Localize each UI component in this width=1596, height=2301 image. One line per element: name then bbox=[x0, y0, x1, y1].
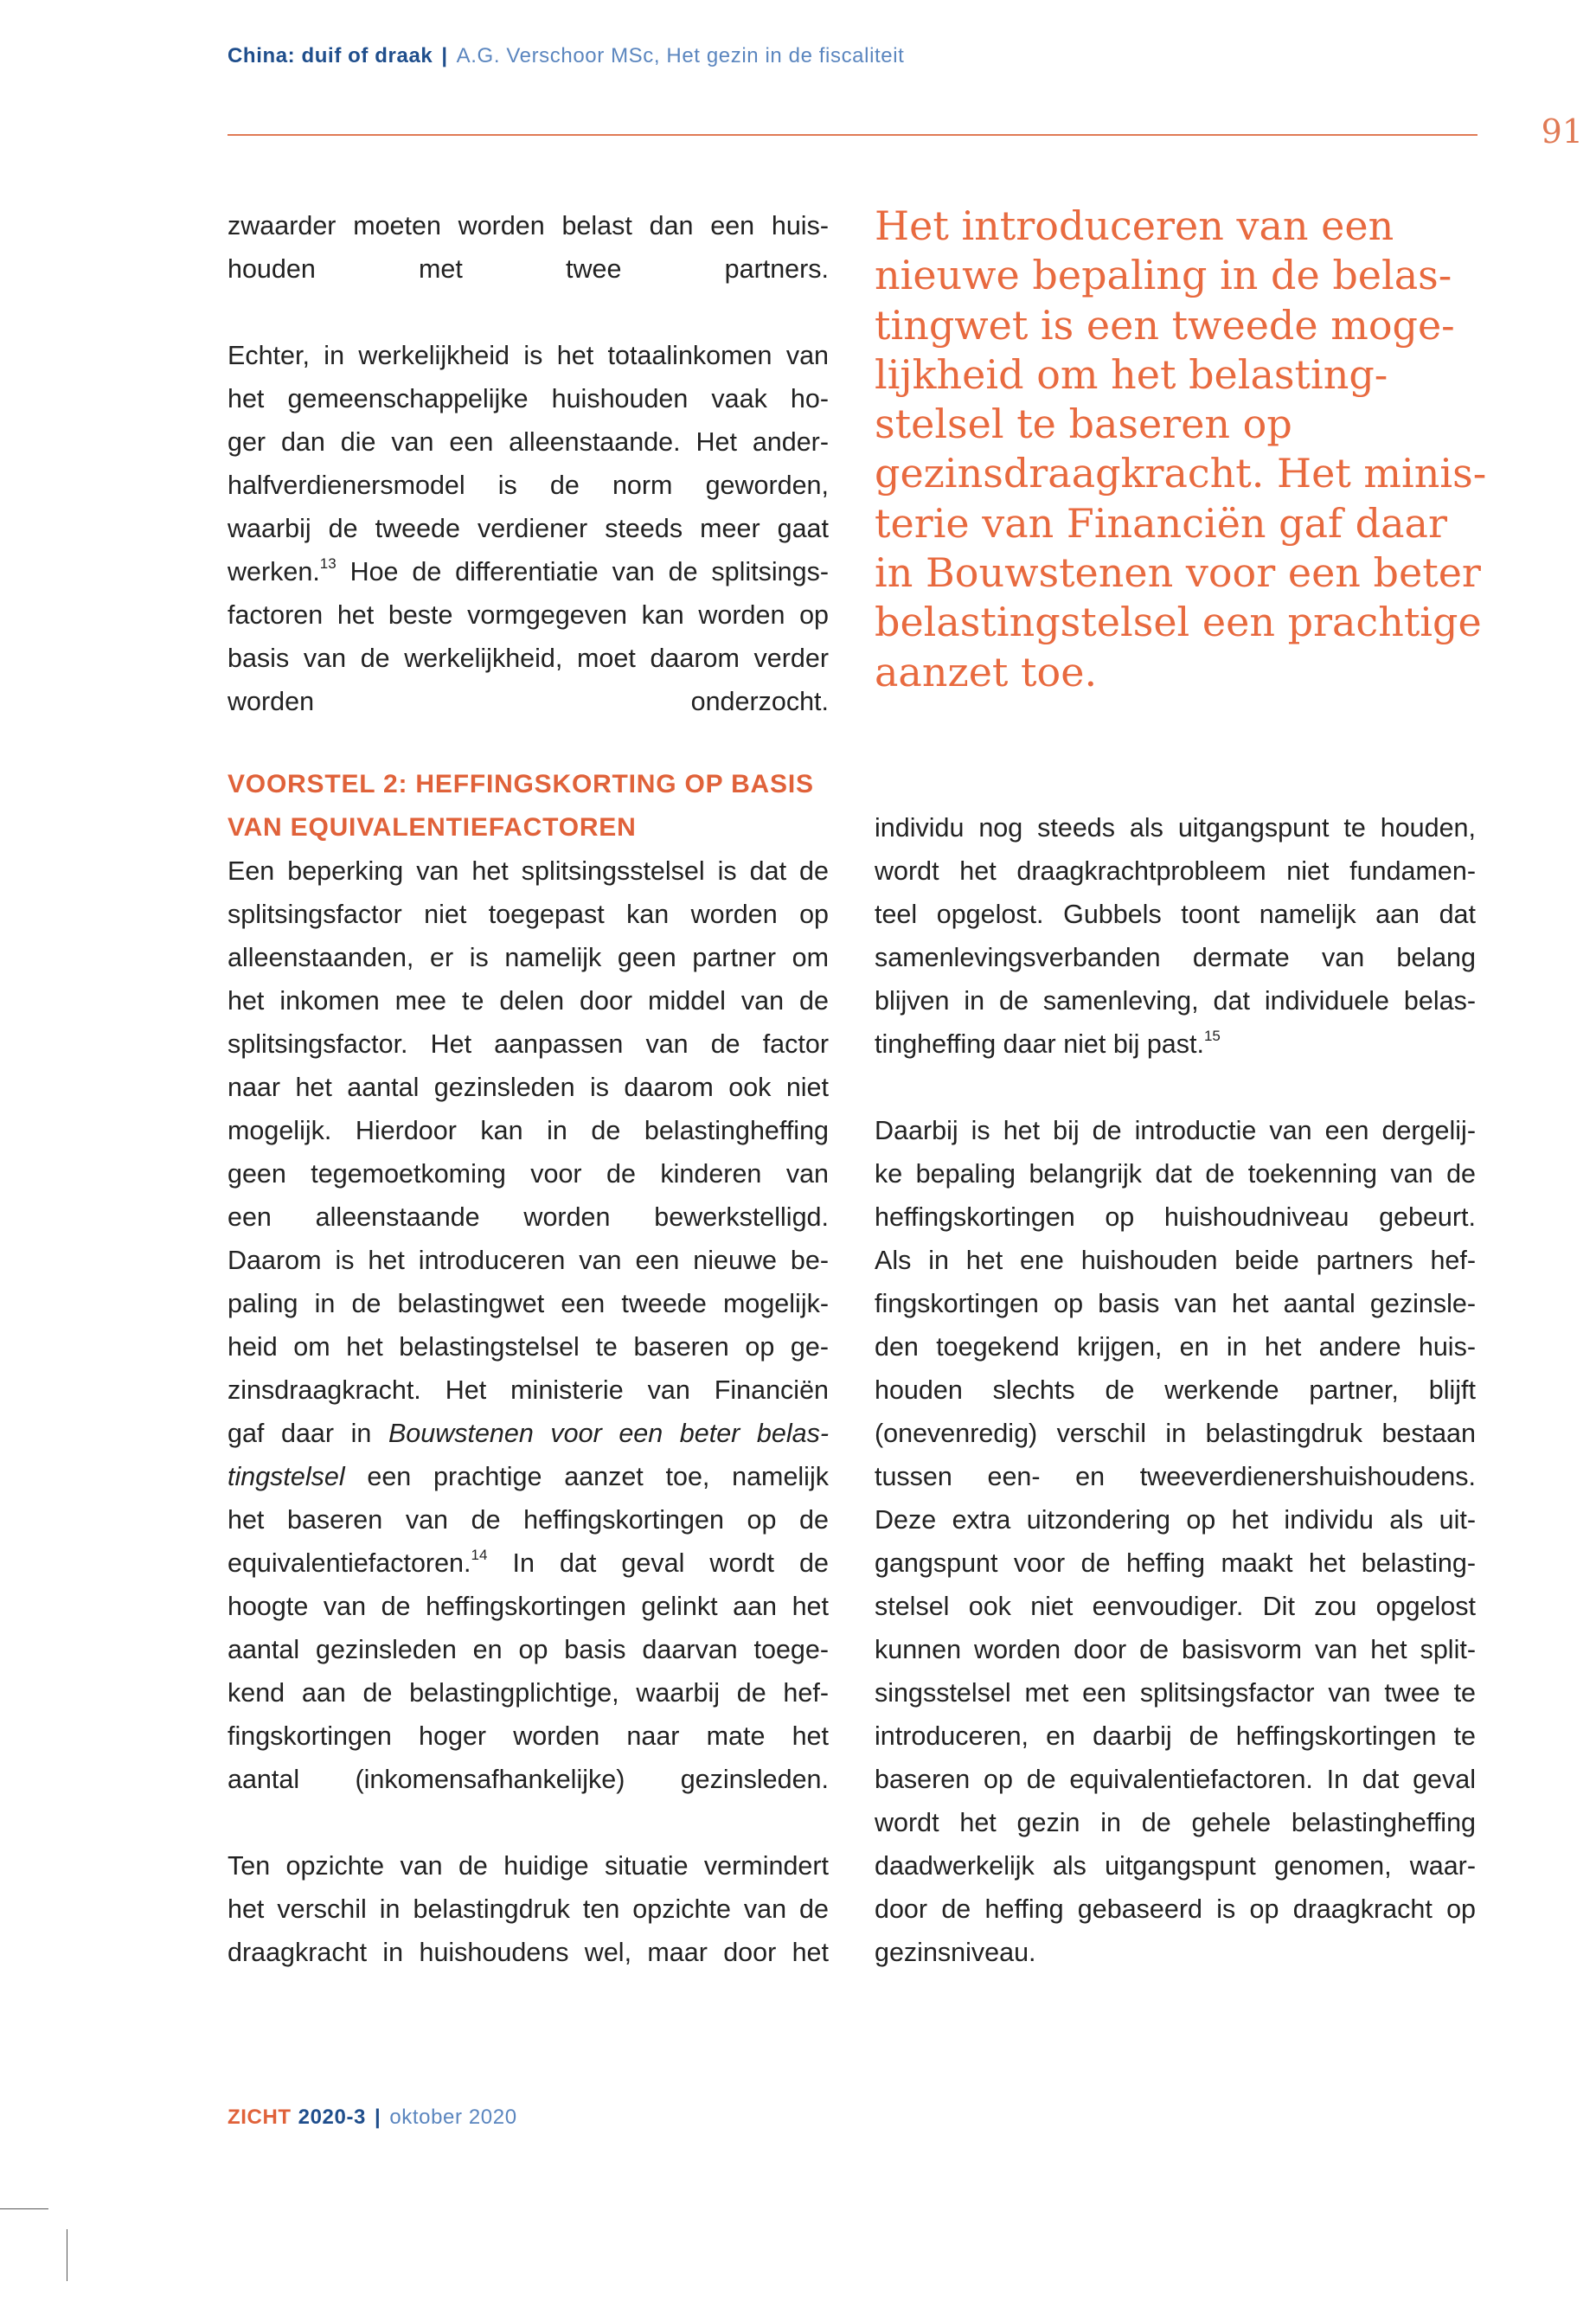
pull-quote-line: nieuwe bepaling in de belas- bbox=[875, 252, 1452, 299]
text-line: halfverdienersmodel is de norm geworden, bbox=[228, 471, 829, 500]
text-line: zwaarder moeten worden belast dan een huis- bbox=[228, 211, 829, 240]
text-line: daadwerkelijk als uitgangspunt genomen, waar- bbox=[875, 1851, 1476, 1881]
text-line: heid om het belastingstelsel te baseren op ge- bbox=[228, 1332, 829, 1362]
text-line: fingskortingen hoger worden naar mate het bbox=[228, 1721, 829, 1751]
text-line: baseren op de equivalentiefactoren. In dat geval bbox=[875, 1765, 1476, 1794]
pull-quote-line: aanzet toe. bbox=[875, 648, 1098, 695]
text-line: het verschil in belastingdruk ten opzichte van de bbox=[228, 1894, 829, 1924]
book-title: Bouwstenen voor een beter belas- bbox=[388, 1419, 829, 1448]
text-line: basis van de werkelijkheid, moet daarom verder bbox=[228, 644, 829, 673]
pull-quote-line: terie van Financiën gaf daar bbox=[875, 499, 1447, 547]
pull-quote-line: stelsel te baseren op bbox=[875, 401, 1292, 448]
text-line: ke bepaling belangrijk dat de toekenning van de bbox=[875, 1159, 1476, 1189]
text-line: Ten opzichte van de huidige situatie vermindert bbox=[228, 1851, 829, 1881]
text-line: paling in de belastingwet een tweede mogelijk- bbox=[228, 1289, 829, 1318]
text-line: het inkomen mee te delen door middel van de bbox=[228, 986, 829, 1016]
paragraph-end bbox=[875, 1022, 1476, 1066]
left-column-bottom bbox=[228, 763, 829, 1974]
text-line: In dat geval wordt de bbox=[487, 1548, 829, 1578]
text-line: Daarbij is het bij de introductie van een dergelij- bbox=[875, 1116, 1476, 1145]
text-line: worden onderzocht. bbox=[228, 687, 829, 716]
text-line: splitsingsfactor. Het aanpassen van de factor bbox=[228, 1029, 829, 1059]
text-line: Daarom is het introduceren van een nieuwe be- bbox=[228, 1246, 829, 1275]
text-line: Een beperking van het splitsingsstelsel is dat de bbox=[228, 856, 829, 886]
text-line: zinsdraagkracht. Het ministerie van Financiën bbox=[228, 1375, 829, 1405]
text-line: samenlevingsverbanden dermate van belang bbox=[875, 943, 1476, 972]
text-line: heffingskortingen op huishoudniveau gebeurt. bbox=[875, 1202, 1476, 1232]
text-line: het baseren van de heffingskortingen op de bbox=[228, 1505, 829, 1535]
text-line: teel opgelost. Gubbels toont namelijk aan dat bbox=[875, 900, 1476, 929]
text-line: door de heffing gebaseerd is op draagkracht op bbox=[875, 1894, 1476, 1924]
text-line: den toegekend krijgen, en in het andere huis- bbox=[875, 1332, 1476, 1362]
text-line: individu nog steeds als uitgangspunt te houden, bbox=[875, 813, 1476, 843]
text-line: equivalentiefactoren. bbox=[228, 1548, 471, 1578]
pull-quote-line: lijkheid om het belasting- bbox=[875, 350, 1388, 398]
text-line: draagkracht in huishoudens wel, maar door het bbox=[228, 1938, 829, 1967]
text-line: aantal (inkomensafhankelijke) gezinsleden. bbox=[228, 1765, 829, 1794]
text-line: gaf daar in bbox=[228, 1419, 388, 1448]
text-line: Deze extra uitzondering op het individu als uit- bbox=[875, 1505, 1476, 1535]
pull-quote-line: in Bouwstenen voor een beter bbox=[875, 549, 1481, 597]
text-line: kunnen worden door de basisvorm van het split- bbox=[875, 1635, 1476, 1664]
book-title: tingstelsel bbox=[228, 1462, 345, 1491]
magazine-name: ZICHT bbox=[228, 2106, 292, 2129]
header-rule bbox=[228, 134, 1477, 136]
footnote-ref-15[interactable]: 15 bbox=[1203, 1028, 1221, 1044]
text-line: ger dan die van een alleenstaande. Het ander- bbox=[228, 427, 829, 457]
text-line: geen tegemoetkoming voor de kinderen van bbox=[228, 1159, 829, 1189]
footer-separator: | bbox=[375, 2106, 381, 2129]
text-line: werken. bbox=[228, 557, 320, 586]
paragraph bbox=[228, 334, 829, 723]
text-line: kend aan de belastingplichtige, waarbij de hef- bbox=[228, 1678, 829, 1708]
pull-quote-line: gezinsdraagkracht. Het minis- bbox=[875, 450, 1487, 497]
issue-date: oktober 2020 bbox=[389, 2106, 517, 2129]
text-line: stelsel ook niet eenvoudiger. Dit zou opgelost bbox=[875, 1592, 1476, 1621]
paragraph bbox=[875, 806, 1476, 1022]
text-line: (onevenredig) verschil in belastingdruk bestaan bbox=[875, 1419, 1476, 1448]
footer bbox=[228, 2106, 517, 2130]
text-line: blijven in de samenleving, dat individuele belas- bbox=[875, 986, 1476, 1016]
left-column-top bbox=[228, 204, 829, 723]
crop-mark bbox=[0, 2208, 48, 2209]
pull-quote-line: belastingstelsel een prachtige bbox=[875, 599, 1482, 646]
text-line: introduceren, en daarbij de heffingskortingen te bbox=[875, 1721, 1476, 1751]
text-line: aantal gezinsleden en op basis daarvan toege- bbox=[228, 1635, 829, 1664]
text-line: houden met twee partners. bbox=[228, 254, 829, 284]
text-line: gangspunt voor de heffing maakt het belasting- bbox=[875, 1548, 1476, 1578]
right-column-bottom bbox=[875, 806, 1476, 1974]
text-line: fingskortingen op basis van het aantal gezinsle- bbox=[875, 1289, 1476, 1318]
text-line: factoren het beste vormgegeven kan worden op bbox=[228, 600, 829, 630]
text-line: splitsingsfactor niet toegepast kan worden op bbox=[228, 900, 829, 929]
text-line: tingheffing daar niet bij past. bbox=[875, 1029, 1204, 1059]
text-line: een prachtige aanzet toe, namelijk bbox=[344, 1462, 829, 1491]
pull-quote bbox=[875, 202, 1497, 697]
text-line: Hoe de differentiatie van de splitsings- bbox=[336, 557, 829, 586]
heading-line: VAN EQUIVALENTIEFACTOREN bbox=[228, 813, 637, 842]
text-line: singsstelsel met een splitsingsfactor van twee te bbox=[875, 1678, 1476, 1708]
text-line: Als in het ene huishouden beide partners hef- bbox=[875, 1246, 1476, 1275]
text-line: houden slechts de werkende partner, blijft bbox=[875, 1375, 1476, 1405]
text-line: een alleenstaande worden bewerkstelligd. bbox=[228, 1202, 829, 1232]
article-subtitle: A.G. Verschoor MSc, Het gezin in de fiscaliteit bbox=[456, 44, 905, 67]
text-line: tussen een- en tweeverdienershuishoudens. bbox=[875, 1462, 1476, 1491]
text-line: alleenstaanden, er is namelijk geen partner om bbox=[228, 943, 829, 972]
text-line: Echter, in werkelijkheid is het totaalinkomen van bbox=[228, 341, 829, 370]
text-line: wordt het gezin in de gehele belastingheffing bbox=[875, 1808, 1476, 1837]
paragraph bbox=[228, 204, 829, 291]
text-line: het gemeenschappelijke huishouden vaak ho- bbox=[228, 384, 829, 413]
footnote-ref-14[interactable]: 14 bbox=[471, 1547, 488, 1563]
series-title: China: duif of draak bbox=[228, 44, 433, 67]
paragraph bbox=[228, 849, 829, 1801]
paragraph-end bbox=[875, 1931, 1476, 1974]
running-header bbox=[228, 44, 904, 68]
paragraph bbox=[228, 1844, 829, 1974]
text-line: mogelijk. Hierdoor kan in de belastingheffing bbox=[228, 1116, 829, 1145]
text-line: naar het aantal gezinsleden is daarom ook niet bbox=[228, 1073, 829, 1102]
header-separator: | bbox=[441, 44, 448, 67]
pull-quote-line: tingwet is een tweede moge- bbox=[875, 301, 1455, 349]
page-number: 91 bbox=[1541, 112, 1583, 151]
text-line: hoogte van de heffingskortingen gelinkt aan het bbox=[228, 1592, 829, 1621]
paragraph bbox=[875, 1109, 1476, 1931]
issue-number: 2020-3 bbox=[298, 2106, 366, 2129]
footnote-ref-13[interactable]: 13 bbox=[319, 555, 337, 572]
text-line: wordt het draagkrachtprobleem niet fundamen- bbox=[875, 856, 1476, 886]
heading-line: VOORSTEL 2: HEFFINGSKORTING OP BASIS bbox=[228, 770, 814, 798]
text-line: waarbij de tweede verdiener steeds meer gaat bbox=[228, 514, 829, 543]
pull-quote-line: Het introduceren van een bbox=[875, 202, 1394, 249]
text-line: gezinsniveau. bbox=[875, 1938, 1036, 1967]
section-heading bbox=[228, 763, 829, 849]
